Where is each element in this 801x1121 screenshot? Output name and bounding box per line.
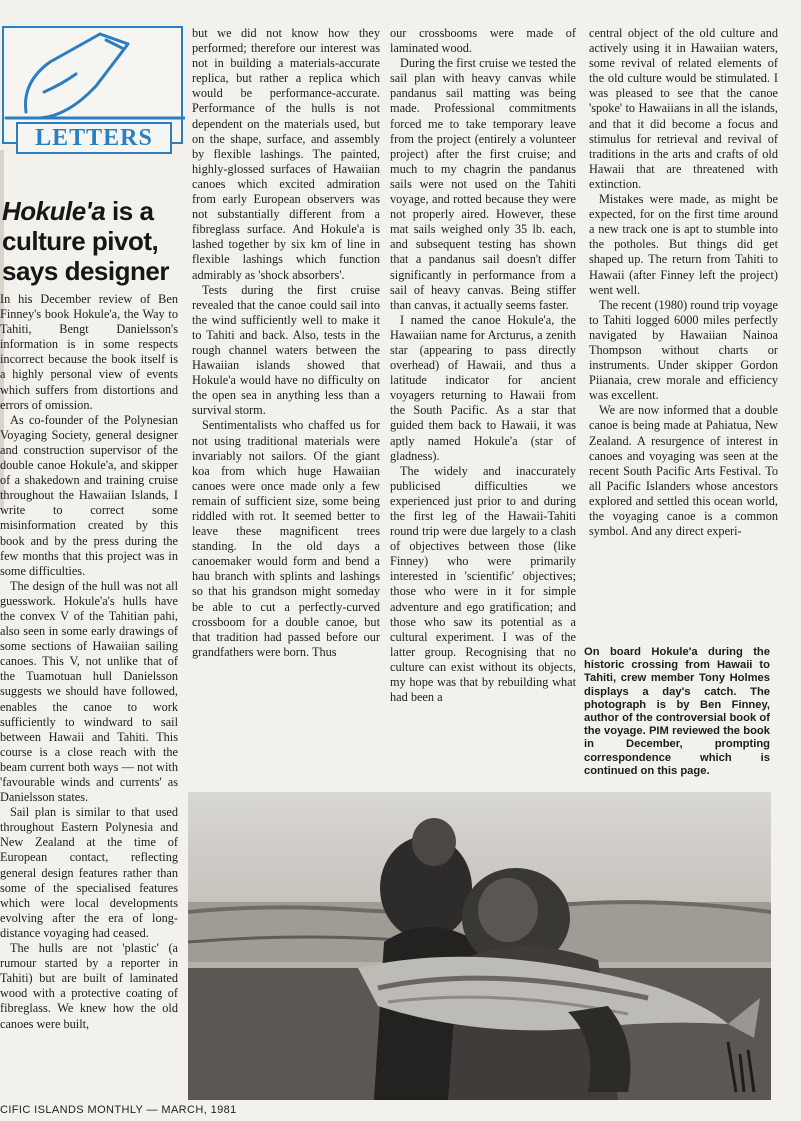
paragraph: The design of the hull was not all guesswork. Hokule'a's hulls have the convex V of the Tahitian pahi, also seen in some early drawings of some sections of Hawaiian sailing canoes. This V, not unlike that of the Tuamotuan hull Danielsson suggests we should have followed, enables the canoe to work sufficiently to windward to sail between Hawaii and Tahiti. This course is a close reach with the beam current both ways — not with 'favourable winds and currents' as Danielsson states.: [0, 578, 178, 805]
paragraph: Sentimentalists who chaffed us for not using traditional materials were invariably not sailors. Of the giant koa from which huge Hawaiian canoes were once made only a few remain of sufficient size, some being riddled with rot. It seemed better to leave these magnificent trees standing. In the old days a canoemaker would form and bend a hau branch with splints and lashings so that his grandson might someday be able to cut a perfectly-curved crossboom for a double canoe, but that tradition had passed before our grandfathers were born. Thus: [192, 418, 380, 659]
paragraph: central object of the old culture and actively using it in Hawaiian waters, some revival of related elements of the old culture would be stimulated. I was pleased to see that the canoe 'spoke' to Hawaiians in all the islands, and that it did become a focus and stimulus for retrieval and revival of traditions in the arts and crafts of old Hawaii that are threatened with extinction.: [589, 26, 778, 191]
paragraph: As co-founder of the Polynesian Voyaging Society, general designer and construction supervisor of the double canoe Hokule'a, and skipper of a shakedown and training cruise throughout the Hawaiian Islands, I write to correct some misinformation created by this book and by the press during the few months that this project was in some difficulties.: [0, 412, 178, 578]
paragraph: our crossbooms were made of laminated wood.: [390, 26, 576, 56]
section-label: LETTERS: [16, 122, 172, 154]
paragraph: Tests during the first cruise revealed that the canoe could sail into the wind sufficiently well to make it to Tahiti and back. Also, tests in the rough channel waters between the Hawaiian islands showed that Hokule'a would have no difficulty on the open sea in anything less than a survival storm.: [192, 282, 380, 418]
crew-with-fish-image: [188, 792, 771, 1100]
article-column-4: [589, 26, 778, 539]
paragraph: The hulls are not 'plastic' (a rumour started by a reporter in Tahiti) but are built of laminated wood with a protective coating of fibreglass. We knew how the old canoes were built,: [0, 941, 178, 1031]
paragraph: Sail plan is similar to that used throughout Eastern Polynesia and New Zealand at the time of European contact, reflecting general design features rather than some of the specialised features which were local developments evolving after the era of long-distance voyaging had ceased.: [0, 805, 178, 940]
paragraph: The widely and inaccurately publicised difficulties we experienced just prior to and during the first leg of the Hawaii-Tahiti round trip were due largely to a clash of objectives between those (like Finney) who were primarily interested in 'scientific' objectives; those who were in it for simple adventure and ego gratification; and those who saw its potential as a cultural experiment. I was of the latter group. Recognising that no culture can exist without its objects, my hope was that by rebuilding what had been a: [390, 463, 576, 705]
paragraph: We are now informed that a double canoe is being made at Pahiatua, New Zealand. A resurgence of interest in canoes and voyaging was seen at the recent South Pacific Arts Festival. To all Pacific Islanders whose ancestors explored and settled this ocean world, the voyaging canoe is a common symbol. And any direct experi-: [589, 403, 778, 539]
paragraph: but we did not know how they performed; therefore our interest was not in building a materials-accurate replica, but rather a replica which would be performance-accurate. Performance of the hulls is not dependent on the materials used, but on the shape, surface, and assembly by flexible lashings. The painted, highly-glossed surfaces of Hawaiian canoes which excited admiration from early European observers was not substantially different from a fibreglass surface. And Hokule'a is lashed together by six km of line in flexible lashings which function admirably as 'shock absorbers'.: [192, 26, 380, 282]
paragraph: I named the canoe Hokule'a, the Hawaiian name for Arcturus, a zenith star (appearing to pass directly overhead) of Hawaii, and thus a latitude indicator for ancient voyagers returning to Hawaii from the South Pacific. As a star that guided them back to Hawaii, it was aptly named Hokule'a (star of gladness).: [390, 312, 576, 463]
headline-canoe-name: Hokule'a: [2, 196, 106, 226]
paragraph: Mistakes were made, as might be expected, for on the first time around a new track one is apt to stumble into the potholes. But things did get shaped up. The return from Tahiti to Hawaii (after Finney left the project) went well.: [589, 192, 778, 297]
paragraph: The recent (1980) round trip voyage to Tahiti logged 6000 miles perfectly navigated by Hawaiian Nainoa Thompson without charts or instruments. Under skipper Gordon Piianaia, crew morale and efficiency was excellent.: [589, 297, 778, 403]
paragraph: During the first cruise we tested the sail plan with heavy canvas while pandanus sail matting was being made. Professional commitments forced me to take temporary leave from the project (entirely a volunteer project) after the first cruise; and much to my chagrin the pandanus sails were not used on the Tahiti voyage, and rotted because they were not properly aired. However, these mat sails weighed only 35 lb. each, and subsequent testing has shown that a pandanus sail doesn't differ significantly in performance from a sail of heavy canvas. Being stiffer than canvas, it actually seems faster.: [390, 56, 576, 312]
article-column-3: [390, 26, 576, 705]
photo-caption: On board Hokule'a during the historic crossing from Hawaii to Tahiti, crew member Tony Holmes displays a day's catch. The photograph is by Ben Finney, author of the controversial book of the voyage. PIM reviewed the book in December, prompting correspondence which is continued on this page.: [584, 646, 770, 777]
page-footer: CIFIC ISLANDS MONTHLY — MARCH, 1981: [0, 1104, 237, 1116]
article-column-1: [0, 292, 178, 1032]
article-column-2: [192, 26, 380, 660]
catch-photo: [188, 792, 771, 1100]
letters-logo: [2, 26, 183, 151]
headline-rest: is a culture pivot, says designer: [2, 196, 169, 286]
headline: [2, 196, 182, 286]
paragraph: In his December review of Ben Finney's book Hokule'a, the Way to Tahiti, Bengt Danielsson's information is in some respects incorrect because the book itself is a highly personal view of events which suffers from distortions and errors of omission.: [0, 292, 178, 412]
